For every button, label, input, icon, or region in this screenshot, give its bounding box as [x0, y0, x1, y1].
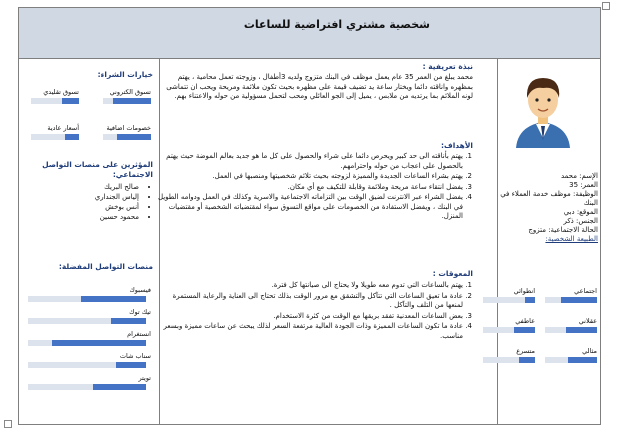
- trait-bar-fill: [561, 297, 597, 303]
- avatar-icon: [508, 68, 578, 148]
- profile-name: الإسم: محمد: [560, 172, 598, 180]
- trait-label: عقلاني: [578, 317, 597, 325]
- profile-age: العمر: 35: [569, 181, 598, 189]
- platform-label: انستغرام: [127, 330, 151, 338]
- goals-item: 1. يهتم بأناقته الى حد كبير ويحرص دائما على شراء والحصول على كل ما هو جديد بعالم الموضة حيث يهتم بالحصول على اعجاب من حوله واحترامهم.: [155, 152, 463, 171]
- profile-location: الموقع: دبي: [563, 208, 598, 216]
- trait-bar-fill: [568, 357, 597, 363]
- purchase-bar-track: [31, 98, 79, 104]
- platform-bar-track: [28, 318, 146, 324]
- platform-bar-fill: [111, 318, 146, 324]
- platform-bar-fill: [81, 296, 146, 302]
- platform-bar-track: [28, 340, 146, 346]
- purchase-bar-fill: [65, 134, 79, 140]
- purchase-bar-fill: [113, 98, 151, 104]
- corner-marker: [602, 2, 610, 10]
- obstacles-item: 3. بعض الساعات المعدنية تفقد بريقها مع الوقت من كثرة الاستخدام.: [155, 312, 463, 322]
- influencer-item: • أنس بوخش: [19, 202, 139, 212]
- trait-bar-track: [483, 327, 535, 333]
- goals-heading: الأهداف:: [441, 141, 473, 150]
- influencers-list: [19, 182, 149, 222]
- goals-item: 3. يفضل انتقاء ساعة مريحة وملائمة وقابلة للتكيف مع أي مكان.: [155, 183, 463, 193]
- purchase-heading: خيارات الشراء:: [97, 70, 153, 79]
- platform-bar-fill: [93, 384, 146, 390]
- purchase-bar-track: [103, 98, 151, 104]
- obstacles-list: [155, 281, 473, 342]
- trait-bar-track: [483, 357, 535, 363]
- goals-item: 2. يهتم بشراء الساعات الجديدة والمميزة لزوجته بحيث تلائم شخصيتها ومنصبها في العمل.: [155, 172, 463, 182]
- purchase-label: خصومات اضافية: [106, 124, 151, 132]
- trait-bar-track: [545, 297, 597, 303]
- platforms-heading: منصات التواصل المفضلة:: [58, 262, 153, 271]
- intro-text: محمد يبلغ من العمر 35 عام يعمل موظف في البنك متزوج ولديه 3أطفال ، وزوجته تعمل محامية ، يهتم بمظهره واناقته دائما ويختار ساعة يد تضيف قيمة على مظهره بحيث تكون ملائمة ومريحة ويحب ان تتماشى لونه الملائم بما يرتديه من ملابس ، يميل إلى الجو العائلي ومحب لتحمل مسؤولية من حوله والاعتناء بهم.: [166, 73, 473, 100]
- trait-bar-fill: [514, 327, 535, 333]
- purchase-bar-track: [31, 134, 79, 140]
- influencer-item: • محمود حسين: [19, 212, 139, 222]
- platform-bar-fill: [116, 362, 146, 368]
- intro-heading: نبذة تعريفية :: [422, 62, 473, 71]
- platform-bar-track: [28, 296, 146, 302]
- trait-bar-track: [545, 357, 597, 363]
- goals-list: [155, 152, 473, 223]
- column-divider-left: [159, 58, 160, 424]
- platform-bar-fill: [52, 340, 146, 346]
- trait-bar-track: [483, 297, 535, 303]
- page-title: شخصية مشتري افتراضية للساعات: [243, 18, 430, 31]
- trait-label: مثالي: [582, 347, 597, 355]
- purchase-bar-fill: [62, 98, 79, 104]
- purchase-label: أسعار عادية: [47, 124, 79, 132]
- influencer-item: • إلياس الجنداري: [19, 192, 139, 202]
- purchase-bar-fill: [117, 134, 151, 140]
- profile-block: [498, 172, 598, 244]
- corner-marker: [4, 420, 12, 428]
- personality-heading: الطبيعة الشخصية:: [545, 235, 598, 243]
- obstacles-item: 2. عادة ما تعيق الساعات التي تتآكل والتشقق مع مرور الوقت بذلك تحتاج الى العناية والرعاية المستمرة لمنعها من التلف والتآكل .: [155, 292, 463, 311]
- obstacles-heading: المعوقات :: [432, 269, 473, 278]
- trait-label: انطوائي: [513, 287, 535, 295]
- platform-label: تويتر: [138, 374, 151, 382]
- profile-gender: الجنس: ذكر: [563, 217, 598, 225]
- trait-bar-fill: [525, 297, 535, 303]
- profile-job: الوظيفة: موظف خدمة العملاء في البنك: [500, 190, 598, 207]
- platform-label: تيك توك: [129, 308, 151, 316]
- platform-label: فيسبوك: [129, 286, 151, 294]
- obstacles-item: 1. يهتم بالساعات التي تدوم معه طويلا ولا يحتاج الى صيانتها كل فترة.: [155, 281, 463, 291]
- platform-bar-track: [28, 384, 146, 390]
- trait-bar-track: [545, 327, 597, 333]
- trait-bar-fill: [566, 327, 597, 333]
- platform-bar-track: [28, 362, 146, 368]
- purchase-label: تسوق الكتروني: [109, 88, 151, 96]
- title-bar: [19, 8, 600, 59]
- trait-label: متسرع: [516, 347, 535, 355]
- trait-label: اجتماعي: [574, 287, 597, 295]
- purchase-bar-track: [103, 134, 151, 140]
- profile-social: الحالة الاجتماعية: متزوج: [528, 226, 598, 234]
- purchase-label: تسوق تقليدي: [43, 88, 79, 96]
- trait-bar-fill: [519, 357, 535, 363]
- trait-label: عاطفي: [515, 317, 535, 325]
- obstacles-item: 4. عادة ما تكون الساعات المميزة وذات الجودة العالية مرتفعة السعر لذلك يبحث عن ساعات مميزة وبسعر مناسب.: [155, 322, 463, 341]
- influencer-item: • صالح البريك: [19, 182, 139, 192]
- influencers-heading: المؤثرين على منصات التواصل الاجتماعي:: [42, 160, 153, 179]
- goals-item: 4. يفضل الشراء عبر الانترنت لضيق الوقت بين التزاماته الاجتماعية والاسرية وكذلك في العمل ودوامه الطويل في البنك ، ويفضل الاستفادة من الخصومات على مواقع التسوق سواء لمقتضياته الشخصية أو مقتضيات المنزل.: [155, 193, 463, 222]
- platform-label: سناب شات: [119, 352, 151, 360]
